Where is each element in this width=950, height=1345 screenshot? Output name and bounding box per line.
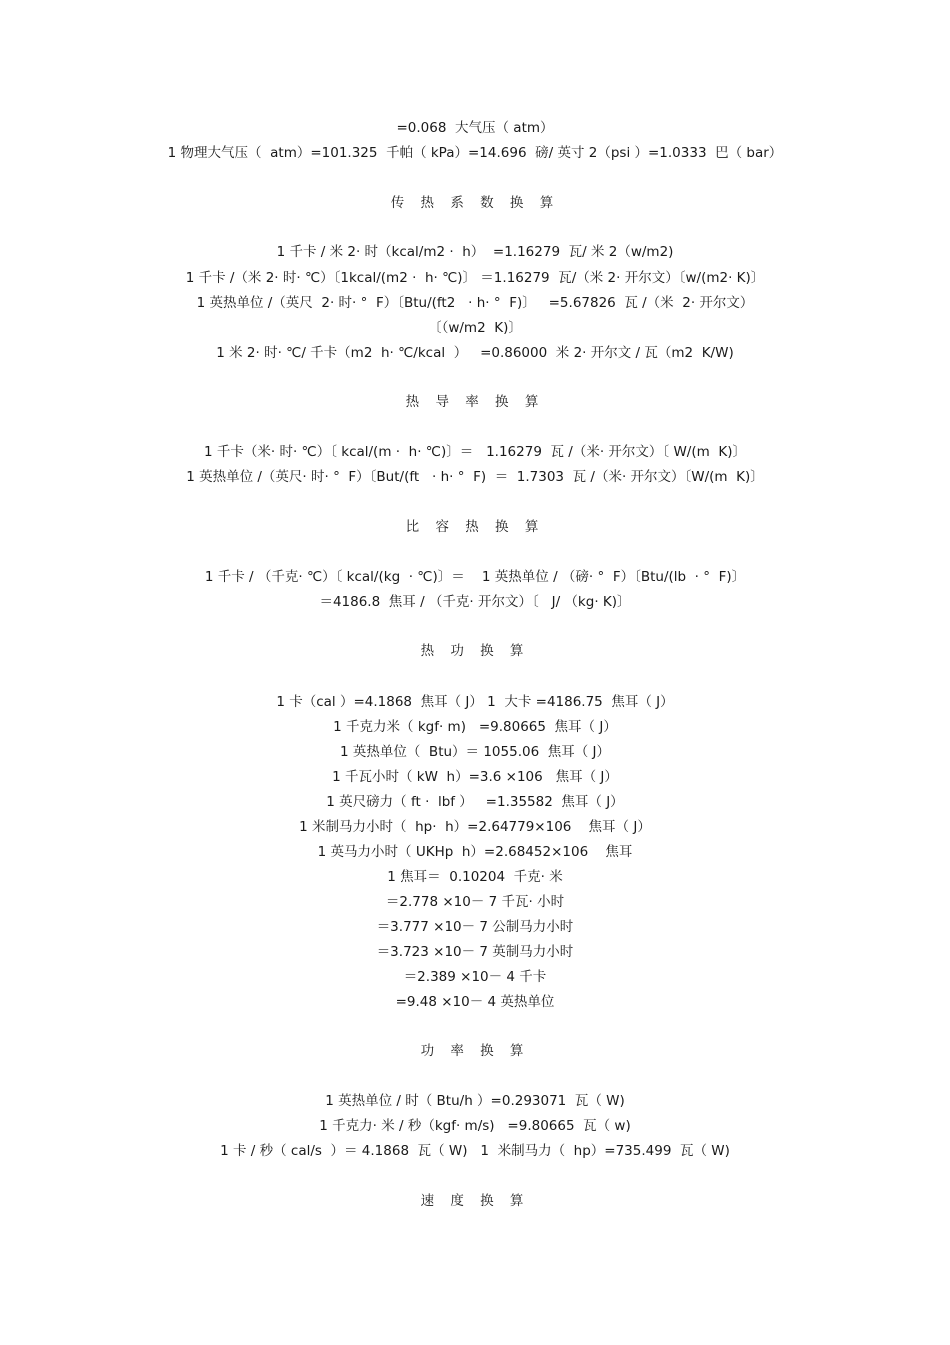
section-heading-thermal-conductivity: 热 导 率 换 算 [405, 394, 545, 410]
text-line: 1 卡（cal ）=4.1868 焦耳（ J） 1 大卡 =4186.75 焦耳（ J） [276, 694, 674, 710]
text-line: ＝4186.8 焦耳 / （千克· 开尔文）〔 J/ （kg· K)〕 [319, 594, 631, 610]
text-line: 1 英尺磅力（ ft · lbf ） =1.35582 焦耳（ J） [326, 794, 624, 810]
text-line: 1 千卡 / 米 2· 时（kcal/m2 · h） =1.16279 瓦/ 米 2（w/m2) [276, 244, 674, 260]
text-line: 1 英马力小时（ UKHp h）=2.68452×106 焦耳 [317, 844, 633, 860]
section-heading-heat-work: 热 功 换 算 [420, 643, 530, 659]
text-line: 1 米制马力小时（ hp· h）=2.64779×106 焦耳（ J） [299, 819, 651, 835]
text-line: 1 千克力· 米 / 秒（kgf· m/s) =9.80665 瓦（ w) [319, 1118, 631, 1134]
text-line: 1 英热单位 / 时（ Btu/h ）=0.293071 瓦（ W) [325, 1093, 625, 1109]
text-line: 1 英热单位 /（英尺· 时· ° F）〔But/(ft · h· ° F) ＝ 1.7303 瓦 /（米· 开尔文）〔W/(m K)〕 [186, 469, 764, 485]
text-line: ＝3.777 ×10－ 7 公制马力小时 [376, 919, 574, 935]
section-heading-speed: 速 度 换 算 [420, 1193, 530, 1209]
text-line: 1 物理大气压（ atm）=101.325 千帕（ kPa）=14.696 磅/ 英寸 2（psi ）=1.0333 巴（ bar） [167, 145, 783, 161]
text-line: 1 焦耳＝ 0.10204 千克· 米 [387, 869, 563, 885]
text-line: 1 千卡 / （千克· ℃）〔 kcal/(kg · ℃)〕＝ 1 英热单位 / （磅· ° F）〔Btu/(lb · ° F)〕 [204, 569, 746, 585]
text-line: ＝2.389 ×10－ 4 千卡 [403, 969, 547, 985]
text-line: ＝3.723 ×10－ 7 英制马力小时 [376, 944, 574, 960]
section-heading-specific-heat: 比 容 热 换 算 [405, 519, 545, 535]
text-line: 1 英热单位 /（英尺 2· 时· ° F）〔Btu/(ft2 · h· ° F)〕 =5.67826 瓦 /（米 2· 开尔文） [196, 295, 754, 311]
text-line: 1 米 2· 时· ℃/ 千卡（m2 h· ℃/kcal ） =0.86000 米 2· 开尔文 / 瓦（m2 K/W) [216, 345, 734, 361]
text-line: 1 千卡 /（米 2· 时· ℃）〔1kcal/(m2 · h· ℃)〕 ＝1.16279 瓦/（米 2· 开尔文）〔w/(m2· K)〕 [185, 270, 765, 286]
section-heading-power: 功 率 换 算 [420, 1043, 530, 1059]
text-line: 1 卡 / 秒（ cal/s ）＝ 4.1868 瓦（ W) 1 米制马力（ hp）=735.499 瓦（ W) [220, 1143, 730, 1159]
text-line: ＝2.778 ×10－ 7 千瓦· 小时 [385, 894, 565, 910]
text-line: =0.068 大气压（ atm） [396, 120, 554, 136]
text-line: 1 千克力米（ kgf· m) =9.80665 焦耳（ J） [333, 719, 617, 735]
text-line: 〔（w/m2 K)〕 [428, 320, 522, 336]
text-line: =9.48 ×10－ 4 英热单位 [395, 994, 555, 1010]
text-line: 1 千瓦小时（ kW h）=3.6 ×106 焦耳（ J） [332, 769, 618, 785]
text-line: 1 千卡（米· 时· ℃）〔 kcal/(m · h· ℃)〕＝ 1.16279 瓦 /（米· 开尔文）〔 W/(m K)〕 [204, 444, 746, 460]
text-line: 1 英热单位（ Btu）＝ 1055.06 焦耳（ J） [339, 744, 611, 760]
section-heading-heat-transfer: 传 热 系 数 换 算 [390, 195, 560, 211]
